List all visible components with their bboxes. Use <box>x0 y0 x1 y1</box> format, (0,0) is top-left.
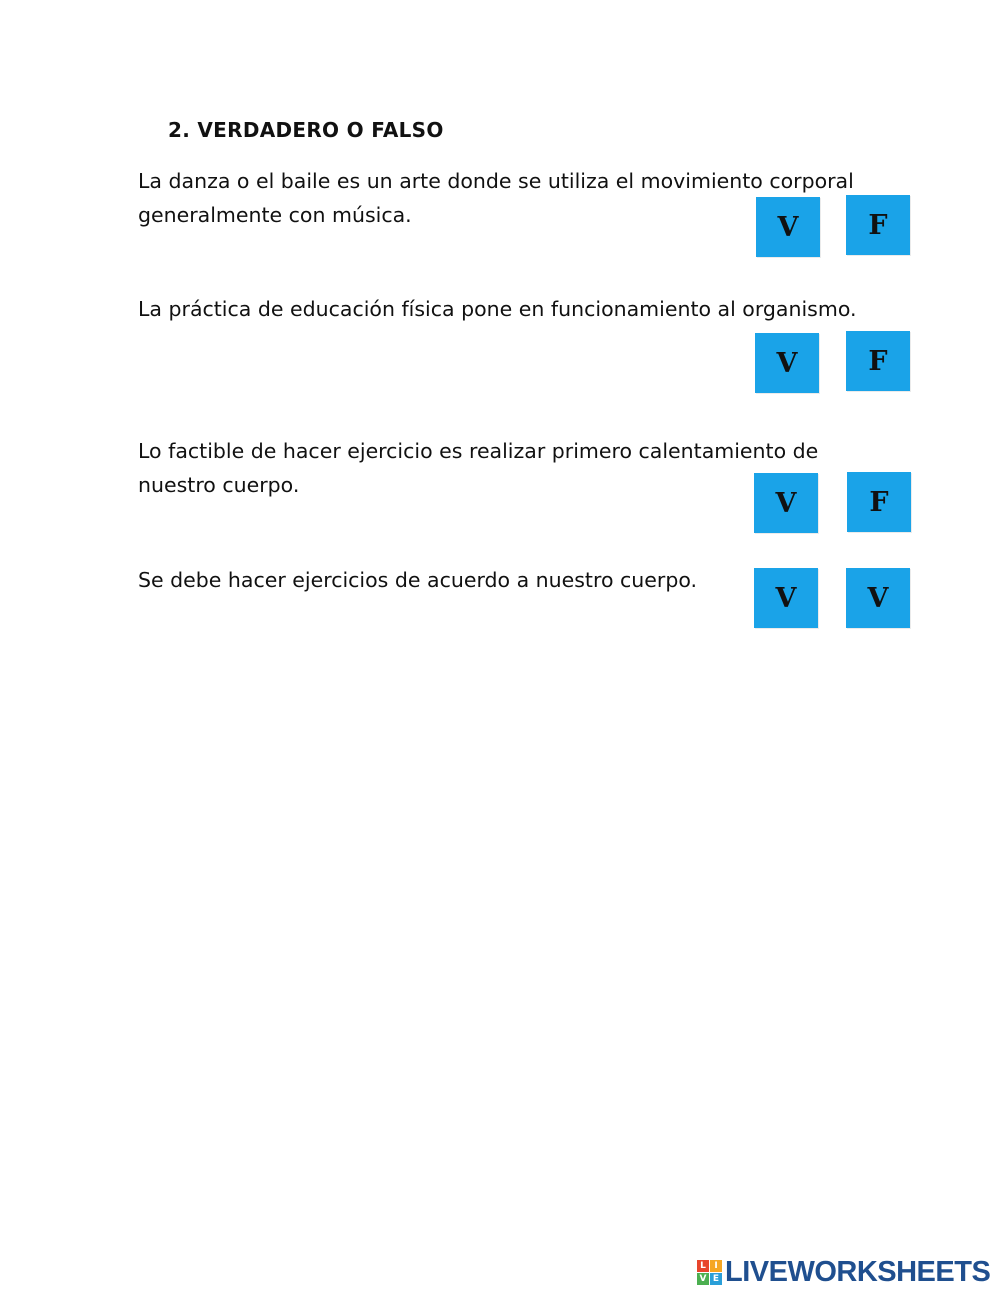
logo-mark-icon <box>697 1260 722 1285</box>
question-3-option-a[interactable]: V <box>754 473 818 533</box>
question-2-option-b[interactable]: F <box>846 331 910 391</box>
logo-mark-l: L <box>697 1260 709 1272</box>
question-1-line-1: La danza o el baile es un arte donde se utiliza el movimiento corporal <box>138 169 854 193</box>
question-3-line-2: nuestro cuerpo. <box>138 473 300 497</box>
question-3-option-b[interactable]: F <box>847 472 911 532</box>
question-2-option-a[interactable]: V <box>755 333 819 393</box>
question-2-line-1: La práctica de educación física pone en funcionamiento al organismo. <box>138 297 857 321</box>
question-1-line-2: generalmente con música. <box>138 203 412 227</box>
question-4-option-b[interactable]: V <box>846 568 910 628</box>
logo-mark-i: I <box>710 1260 722 1272</box>
logo-mark-v: V <box>697 1273 709 1285</box>
liveworksheets-logo <box>697 1255 990 1289</box>
question-3-line-1: Lo factible de hacer ejercicio es realizar primero calentamiento de <box>138 439 819 463</box>
section-heading: 2. VERDADERO O FALSO <box>168 118 444 142</box>
question-2-text <box>138 292 878 326</box>
question-4-option-a[interactable]: V <box>754 568 818 628</box>
question-4-line-1: Se debe hacer ejercicios de acuerdo a nuestro cuerpo. <box>138 568 698 592</box>
logo-text: LIVEWORKSHEETS <box>725 1255 991 1288</box>
question-1-option-a[interactable]: V <box>756 197 820 257</box>
question-1-option-b[interactable]: F <box>846 195 910 255</box>
logo-mark-e: E <box>710 1273 722 1285</box>
